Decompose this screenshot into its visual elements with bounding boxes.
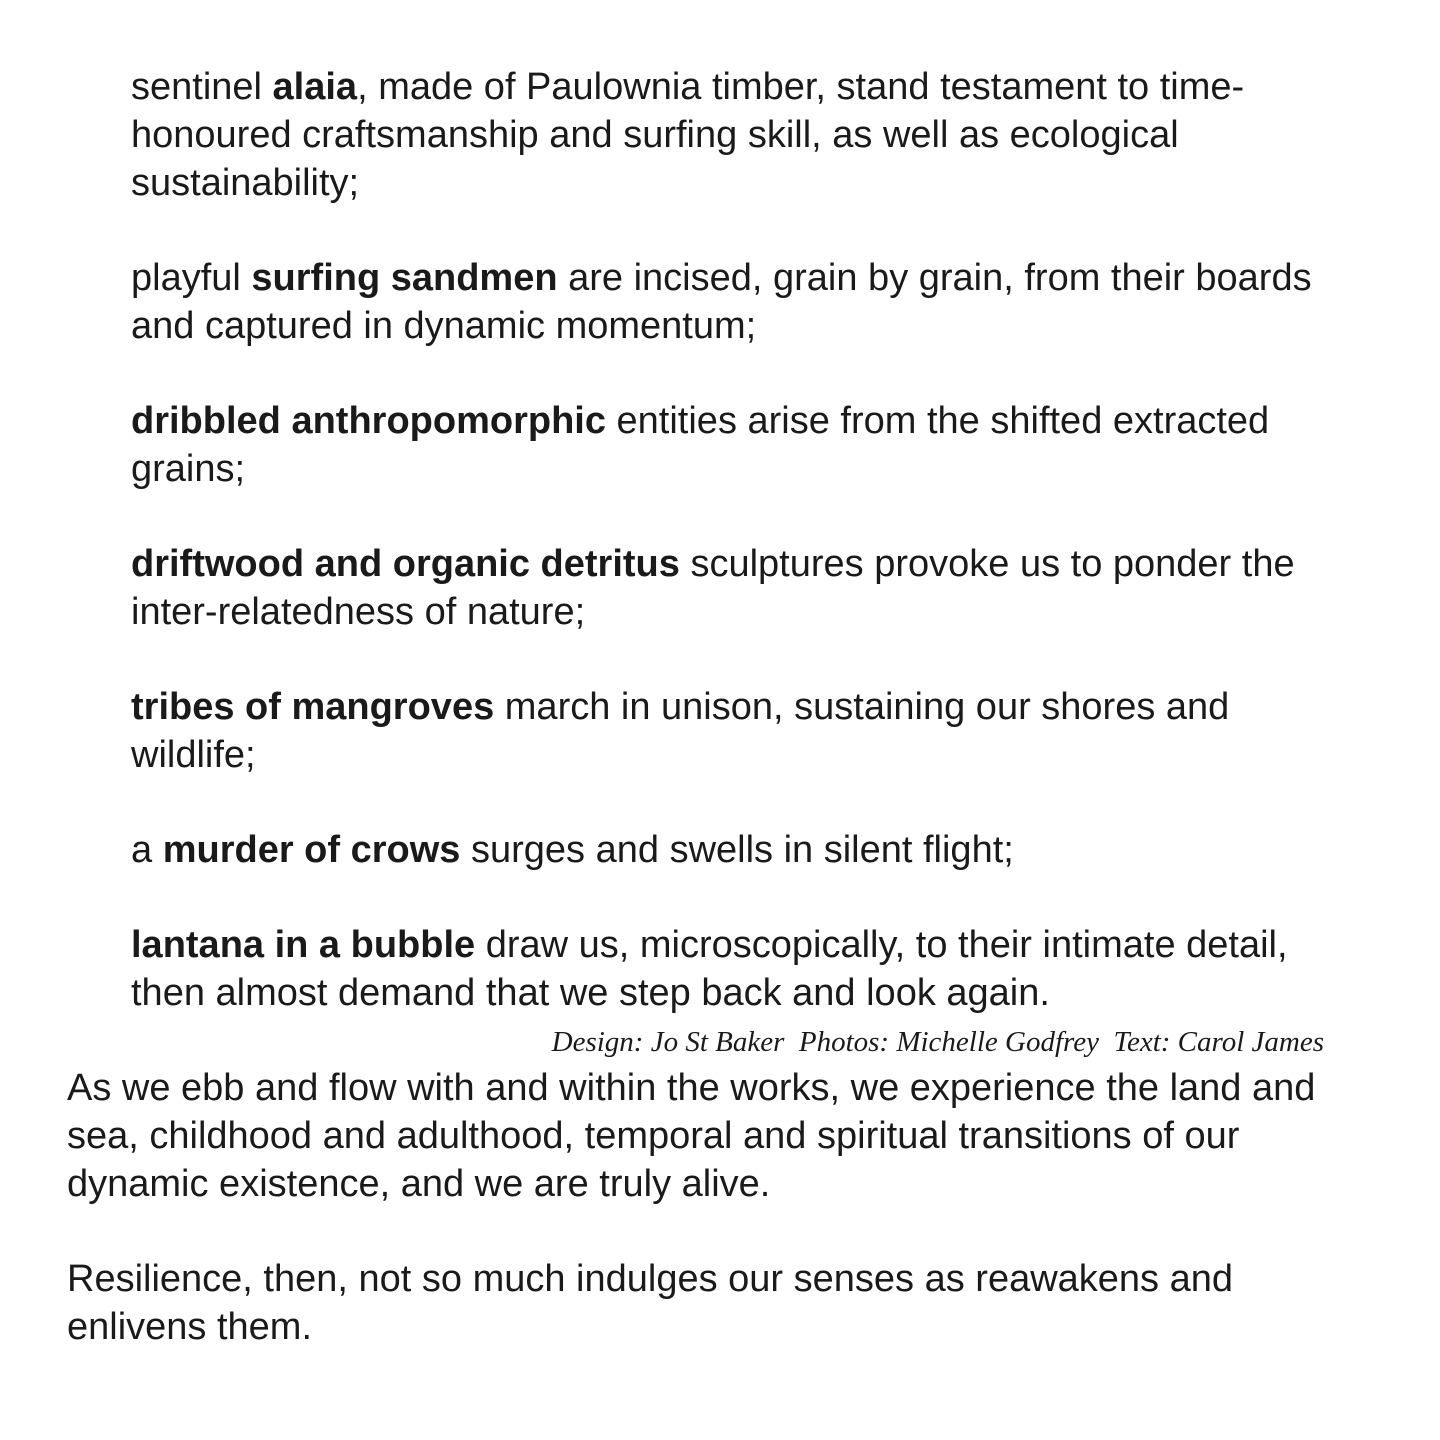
entry-keyword: dribbled anthropomorphic: [131, 400, 606, 442]
entry-lantana: [131, 921, 1351, 1017]
entry-text-pre: playful: [131, 257, 252, 299]
entry-text-post: , made of Paulownia timber, stand testament to time-honoured craftsmanship and surfing skill, as well as ecological sustainability;: [131, 66, 1245, 204]
closing-paragraph: As we ebb and flow with and within the works, we experience the land and sea, childhood and adulthood, temporal and spiritual transitions of our dynamic existence, and we are truly alive.: [67, 1067, 1316, 1205]
entry-text-post: are incised, grain by grain, from their boards and captured in dynamic momentum;: [131, 257, 1312, 347]
entry-text-post: march in unison, sustaining our shores and wildlife;: [131, 686, 1230, 776]
entry-keyword: surfing sandmen: [251, 257, 558, 299]
entry-text-post: sculptures provoke us to ponder the inter-relatedness of nature;: [131, 543, 1295, 633]
entry-keyword: lantana in a bubble: [131, 924, 476, 966]
entry-text-post: entities arise from the shifted extracted grains;: [131, 400, 1270, 490]
entry-keyword: driftwood and organic detritus: [131, 543, 680, 585]
resilience-paragraph: Resilience, then, not so much indulges our senses as reawakens and enlivens them.: [67, 1258, 1234, 1348]
entry-keyword: tribes of mangroves: [131, 686, 495, 728]
entry-text-post: draw us, microscopically, to their intimate detail, then almost demand that we step back and look again.: [131, 924, 1288, 1014]
entry-mangroves: [131, 683, 1351, 779]
entry-keyword: murder of crows: [162, 829, 461, 871]
entry-keyword: alaia: [272, 66, 358, 108]
entry-surfing-sandmen: [131, 254, 1351, 350]
entry-text-post: surges and swells in silent flight;: [460, 829, 1014, 871]
entry-driftwood: [131, 540, 1351, 636]
entry-alaia: [131, 63, 1351, 207]
entry-murder-of-crows: [131, 826, 1351, 874]
entry-text-pre: sentinel: [131, 66, 273, 108]
entry-text-pre: a: [131, 829, 163, 871]
credits-line: Design: Jo St Baker Photos: Michelle Godfrey Text: Carol James: [551, 1026, 1324, 1058]
entry-dribbled-anthropomorphic: [131, 397, 1351, 493]
